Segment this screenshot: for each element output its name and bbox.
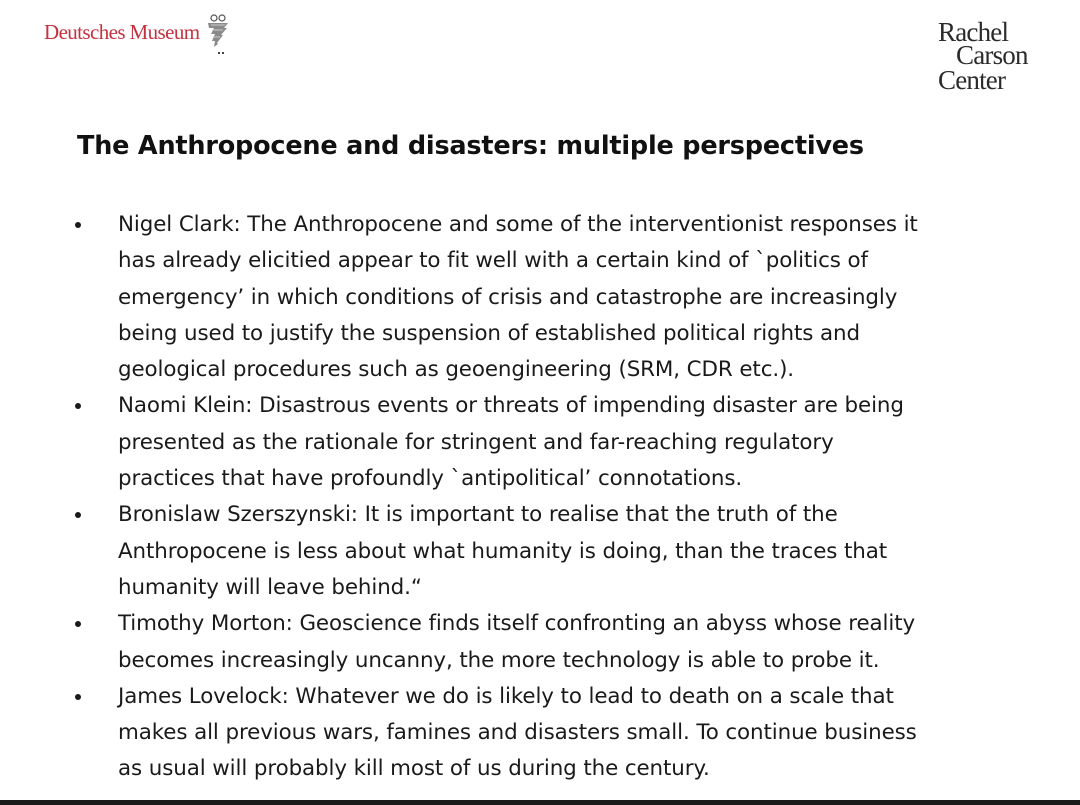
bullet-list xyxy=(75,207,1065,788)
text-line: Anthropocene is less about what humanity is doing, than the traces that xyxy=(118,538,888,564)
text-line: presented as the rationale for stringent and far-reaching regulatory xyxy=(118,429,834,455)
bullet-item-klein xyxy=(75,388,1065,497)
text-line: makes all previous wars, famines and disasters small. To continue business xyxy=(118,720,917,746)
text-line: Naomi Klein: Disastrous events or threats of impending disaster are being xyxy=(118,393,904,419)
text-line: as usual will probably kill most of us during the century. xyxy=(118,756,710,782)
bottom-border xyxy=(0,800,1080,805)
text-line: humanity will leave behind.“ xyxy=(118,574,422,600)
owl-emblem-icon xyxy=(205,14,231,56)
bullet-text xyxy=(118,679,1065,788)
slide-title: The Anthropocene and disasters: multiple perspectives xyxy=(77,131,864,161)
bullet-item-szerszynski xyxy=(75,497,1065,606)
bullet-icon xyxy=(75,512,81,518)
deutsches-museum-wordmark: Deutsches Museum xyxy=(44,20,200,44)
bullet-item-clark xyxy=(75,207,1065,388)
deutsches-museum-logo xyxy=(44,14,231,54)
bullet-item-morton xyxy=(75,606,1065,679)
bullet-icon xyxy=(75,621,81,627)
rcc-logo-line: Center xyxy=(938,65,1006,95)
bullet-text xyxy=(118,207,1065,388)
text-line: Timothy Morton: Geoscience finds itself confronting an abyss whose reality xyxy=(118,611,916,637)
bullet-icon xyxy=(75,222,81,228)
text-line: becomes increasingly uncanny, the more technology is able to probe it. xyxy=(118,647,880,673)
text-line: James Lovelock: Whatever we do is likely to lead to death on a scale that xyxy=(118,683,894,709)
bullet-item-lovelock xyxy=(75,679,1065,788)
bullet-text xyxy=(118,388,1065,497)
text-line: geological procedures such as geoengineering (SRM, CDR etc.). xyxy=(118,357,795,383)
bullet-text xyxy=(118,606,1065,679)
text-line: has already elicitied appear to fit well with a certain kind of `politics of xyxy=(118,248,868,274)
text-line: emergency’ in which conditions of crisis and catastrophe are increasingly xyxy=(118,284,898,310)
bullet-icon xyxy=(75,694,81,700)
bullet-icon xyxy=(75,403,81,409)
rcc-logo-line: Rachel xyxy=(938,17,1009,47)
text-line: Nigel Clark: The Anthropocene and some of the interventionist responses it xyxy=(118,212,918,237)
rcc-logo-line: Carson xyxy=(956,40,1028,70)
text-line: practices that have profoundly `antipolitical’ connotations. xyxy=(118,466,743,492)
text-line: Bronislaw Szerszynski: It is important to realise that the truth of the xyxy=(118,502,838,528)
text-line: being used to justify the suspension of established political rights and xyxy=(118,320,860,346)
rachel-carson-center-logo xyxy=(936,16,1066,102)
bullet-text xyxy=(118,497,1065,606)
